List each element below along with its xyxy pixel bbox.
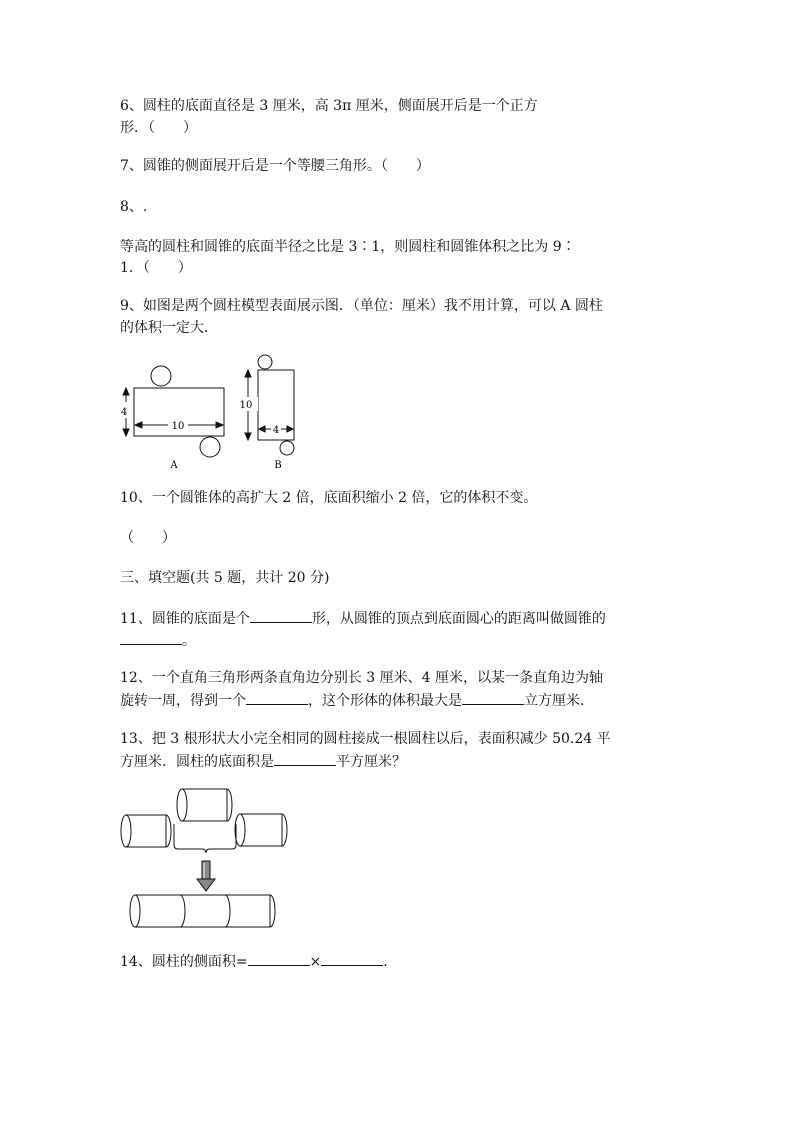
q10-line1: 10、一个圆锥体的高扩大 2 倍，底面积缩小 2 倍，它的体积不变。 <box>120 490 538 506</box>
q12-part3: 立方厘米． <box>524 693 594 709</box>
q11-blank-2[interactable] <box>120 630 182 645</box>
q12-blank-2[interactable] <box>462 690 524 705</box>
q13-line2 <box>120 751 406 772</box>
grouping-brace <box>174 824 236 853</box>
q11-part3: 。 <box>182 633 196 649</box>
net-b-label: B <box>274 460 282 471</box>
q8-line3: 1．（ ） <box>120 260 192 276</box>
q11-line1 <box>120 608 606 629</box>
q12-part2: ，这个形体的体积最大是 <box>308 693 462 709</box>
q14-line1 <box>120 951 388 972</box>
q11-line2 <box>120 630 196 651</box>
cylinder-nets-figure <box>110 350 310 475</box>
q11-blank-1[interactable] <box>250 608 312 623</box>
q9-line1: 9、如图是两个圆柱模型表面展示图．（单位：厘米）我不用计算，可以 A 圆柱 <box>120 298 603 314</box>
q14-blank-1[interactable] <box>248 951 310 966</box>
q13-part1: 方厘米．圆柱的底面积是 <box>120 754 274 770</box>
net-a-width-label: 10 <box>171 421 185 432</box>
cylinder-left <box>121 815 171 847</box>
net-a-label: A <box>170 460 178 471</box>
q14-part1: 14、圆柱的侧面积= <box>120 954 248 970</box>
down-arrow-icon <box>197 861 215 891</box>
cylinder-right <box>235 814 287 846</box>
q12-blank-1[interactable] <box>246 690 308 705</box>
q8-line1: 8、. <box>120 199 148 215</box>
net-a-bottom-circle <box>200 437 220 457</box>
q13-blank[interactable] <box>274 751 336 766</box>
q6-line1: 6、圆柱的底面直径是 3 厘米，高 3π 厘米，侧面展开后是一个正方 <box>120 98 538 114</box>
q13-line1: 13、把 3 根形状大小完全相同的圆柱接成一根圆柱以后，表面积减少 50.24 平 <box>120 731 611 747</box>
cylinder-top <box>177 789 232 821</box>
net-b-height-label: 10 <box>239 400 253 411</box>
q8-line2: 等高的圆柱和圆锥的底面半径之比是 3∶1，则圆柱和圆锥体积之比为 9∶ <box>120 239 576 255</box>
q10-line2: （ ） <box>120 530 176 546</box>
q12-part1: 旋转一周，得到一个 <box>120 693 246 709</box>
q6-line2: 形．（ ） <box>120 120 197 136</box>
net-a-height-label: 4 <box>120 407 128 418</box>
q9-line2: 的体积一定大． <box>120 320 218 336</box>
cylinder-joined <box>130 895 275 927</box>
net-b-bottom-circle <box>280 441 294 455</box>
q13-part2: 平方厘米？ <box>336 754 406 770</box>
q12-line1: 12、一个直角三角形两条直角边分别长 3 厘米、4 厘米，以某一条直角边为轴 <box>120 670 603 686</box>
cylinders-joining-figure <box>110 783 295 933</box>
net-b-width-label: 4 <box>272 425 280 436</box>
q11-part2: 形，从圆锥的顶点到底面圆心的距离叫做圆锥的 <box>311 611 606 627</box>
net-b-top-circle <box>258 355 272 369</box>
section-title: 三、填空题(共 5 题，共计 20 分) <box>120 570 330 586</box>
q7-line1: 7、圆锥的侧面展开后是一个等腰三角形。（ ） <box>120 158 430 174</box>
q11-part1: 11、圆锥的底面是个 <box>120 611 250 627</box>
q12-line2 <box>120 690 594 711</box>
q14-blank-2[interactable] <box>321 951 383 966</box>
net-a-top-circle <box>151 366 171 386</box>
q14-part2: × <box>309 954 322 970</box>
q14-part3: . <box>383 954 388 970</box>
